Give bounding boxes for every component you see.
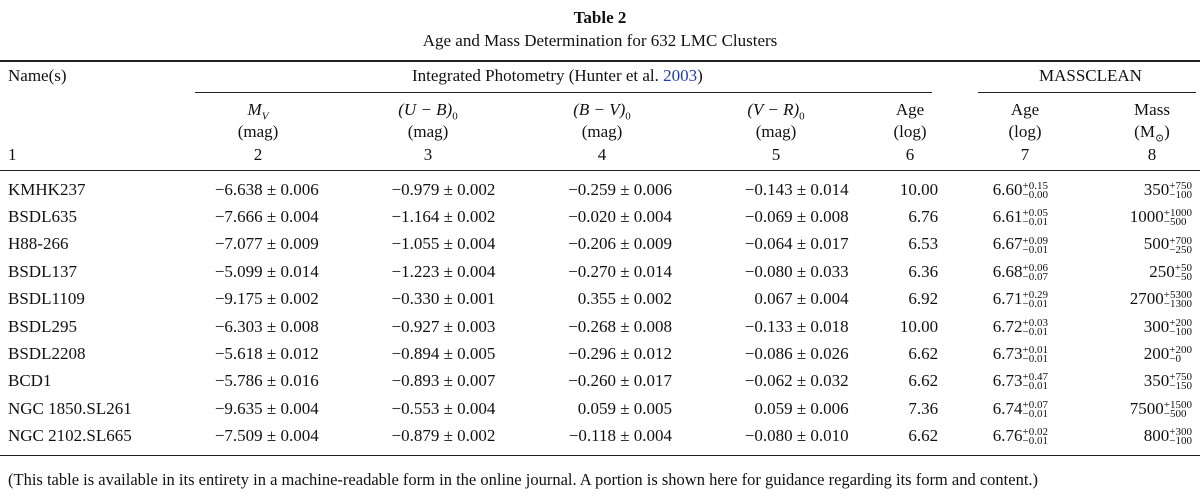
mc-age-value: 6.71: [992, 289, 1023, 309]
mass-errors: +200 −0: [1169, 344, 1192, 366]
mv-cell: −7.666 ± 0.004: [214, 207, 319, 227]
table-caption: Age and Mass Determination for 632 LMC Clusters: [422, 31, 778, 50]
age-cell: 10.00: [899, 179, 939, 199]
table-note: (This table is available in its entirety in a machine-readable form in the online journal. A portion is shown here for guidance regarding its form and content.): [8, 470, 1039, 489]
mass-cell: [1070, 286, 1200, 313]
col-mv-label: $M_V$: [247, 100, 269, 123]
col-ub-label: $(U - B)_0$: [398, 100, 458, 123]
mass-value: 350: [1143, 371, 1170, 391]
mc-age-value: 6.73: [992, 371, 1023, 391]
cluster-name-cell: BSDL137: [8, 261, 77, 281]
table-row: [0, 231, 1200, 258]
mass-cell: [1070, 231, 1200, 258]
mass-cell: [1070, 203, 1200, 230]
massclean-group-rule: [978, 92, 1196, 93]
photometry-group-rule: [195, 92, 932, 93]
ub-cell: −0.879 ± 0.002: [391, 426, 496, 446]
cluster-name-cell: BSDL1109: [8, 289, 85, 309]
vr-cell: −0.064 ± 0.017: [744, 234, 849, 254]
mass-errors: +1000 −500: [1163, 207, 1192, 229]
cluster-name-cell: BSDL2208: [8, 344, 86, 364]
age-cell: 6.53: [908, 234, 939, 254]
col-num-7: 7: [1020, 145, 1030, 164]
mc-age-errors: +0.01 −0.01: [1022, 344, 1048, 366]
mv-cell: −9.635 ± 0.004: [214, 398, 319, 418]
age-cell: 6.92: [908, 289, 939, 309]
age-cell: 6.62: [908, 426, 939, 446]
bv-cell: −0.296 ± 0.012: [568, 344, 673, 364]
vr-cell: 0.059 ± 0.006: [754, 398, 849, 418]
mv-cell: −5.618 ± 0.012: [214, 344, 319, 364]
ub-cell: −0.894 ± 0.005: [391, 344, 496, 364]
table-label: Table 2: [573, 8, 627, 27]
mass-value: 1000: [1129, 207, 1164, 227]
col-num-4: 4: [597, 145, 607, 164]
vr-cell: −0.086 ± 0.026: [744, 344, 849, 364]
mc-age-cell: [946, 258, 1070, 285]
header-bottom-rule: [0, 170, 1200, 171]
mass-value: 350: [1143, 179, 1170, 199]
mass-cell: [1070, 423, 1200, 450]
citation-link[interactable]: 2003: [663, 66, 698, 85]
mass-cell: [1070, 313, 1200, 340]
ub-cell: −0.927 ± 0.003: [391, 316, 496, 336]
mass-cell: [1070, 395, 1200, 422]
table-row: [0, 313, 1200, 340]
mv-cell: −6.638 ± 0.006: [214, 179, 319, 199]
col-mass-unit: $(M_⊙)$: [1134, 122, 1170, 145]
mc-age-cell: [946, 286, 1070, 313]
col-num-6: 6: [905, 145, 915, 164]
mc-age-errors: +0.03 −0.01: [1022, 316, 1048, 338]
ub-cell: −1.223 ± 0.004: [391, 261, 496, 281]
age-cell: 6.36: [908, 261, 939, 281]
mass-cell: [1070, 340, 1200, 367]
col-mc-age-label: Age: [1010, 100, 1040, 119]
mass-cell: [1070, 258, 1200, 285]
mass-errors: +750 −100: [1169, 179, 1192, 201]
mass-errors: +750 −150: [1169, 371, 1192, 393]
mass-errors: +700 −250: [1169, 234, 1192, 256]
cluster-name-cell: NGC 2102.SL665: [8, 426, 132, 446]
bv-cell: −0.259 ± 0.006: [568, 179, 673, 199]
age-cell: 10.00: [899, 316, 939, 336]
table-row: [0, 340, 1200, 367]
mc-age-cell: [946, 231, 1070, 258]
col-mc-age-unit: (log): [1008, 122, 1042, 141]
mv-cell: −5.099 ± 0.014: [214, 261, 319, 281]
mv-cell: −6.303 ± 0.008: [214, 316, 319, 336]
mass-cell: [1070, 368, 1200, 395]
vr-cell: 0.067 ± 0.004: [754, 289, 849, 309]
table-row: [0, 286, 1200, 313]
mc-age-errors: +0.29 −0.01: [1022, 289, 1048, 311]
table-body: [0, 176, 1200, 450]
ub-cell: −0.330 ± 0.001: [391, 289, 496, 309]
cluster-name-cell: BSDL635: [8, 207, 77, 227]
col-num-2: 2: [253, 145, 263, 164]
group-photometry-header: [412, 66, 703, 86]
mc-age-value: 6.76: [992, 426, 1023, 446]
col-ub-unit: (mag): [407, 122, 449, 141]
bv-cell: 0.355 ± 0.002: [577, 289, 673, 309]
mass-errors: +1500 −500: [1163, 398, 1192, 420]
bv-cell: −0.206 ± 0.009: [568, 234, 673, 254]
mc-age-value: 6.72: [992, 316, 1023, 336]
col-age-unit: (log): [893, 122, 927, 141]
table-row: [0, 368, 1200, 395]
bv-cell: −0.260 ± 0.017: [568, 371, 673, 391]
table-row: [0, 203, 1200, 230]
mass-errors: +5300 −1300: [1163, 289, 1192, 311]
mv-cell: −7.077 ± 0.009: [214, 234, 319, 254]
mc-age-value: 6.68: [992, 261, 1023, 281]
vr-cell: −0.069 ± 0.008: [744, 207, 849, 227]
col-bv-label: $(B - V)_0$: [573, 100, 631, 123]
bv-cell: −0.020 ± 0.004: [568, 207, 673, 227]
bv-cell: −0.270 ± 0.014: [568, 261, 673, 281]
mc-age-value: 6.61: [992, 207, 1023, 227]
col-mass-label: Mass: [1134, 100, 1170, 119]
mass-value: 250: [1149, 261, 1175, 281]
col-bv-unit: (mag): [581, 122, 623, 141]
mc-age-cell: [946, 368, 1070, 395]
col-num-8: 8: [1147, 145, 1157, 164]
mv-cell: −7.509 ± 0.004: [214, 426, 319, 446]
table-row: [0, 258, 1200, 285]
vr-cell: −0.143 ± 0.014: [744, 179, 849, 199]
col-num-5: 5: [771, 145, 781, 164]
age-cell: 7.36: [908, 398, 939, 418]
mass-value: 7500: [1129, 398, 1164, 418]
col-vr-unit: (mag): [755, 122, 797, 141]
col-num-1: 1: [8, 145, 17, 164]
mc-age-errors: +0.15 −0.00: [1022, 179, 1048, 201]
mass-value: 200: [1143, 343, 1170, 363]
col-vr-label: $(V - R)_0$: [747, 100, 805, 123]
mass-value: 500: [1143, 234, 1170, 254]
mc-age-cell: [946, 423, 1070, 450]
mc-age-errors: +0.09 −0.01: [1022, 234, 1048, 256]
mc-age-value: 6.60: [992, 179, 1023, 199]
mc-age-cell: [946, 395, 1070, 422]
top-rule: [0, 60, 1200, 62]
vr-cell: −0.133 ± 0.018: [744, 316, 849, 336]
group-massclean-header: MASSCLEAN: [1039, 66, 1142, 85]
data-table: [0, 176, 1200, 450]
mv-cell: −9.175 ± 0.002: [214, 289, 319, 309]
age-cell: 6.62: [908, 344, 939, 364]
mc-age-errors: +0.06 −0.07: [1022, 261, 1048, 283]
ub-cell: −0.893 ± 0.007: [391, 371, 496, 391]
age-cell: 6.76: [908, 207, 939, 227]
ub-cell: −0.979 ± 0.002: [391, 179, 496, 199]
vr-cell: −0.062 ± 0.032: [744, 371, 849, 391]
col-name-header: Name(s): [8, 66, 67, 85]
mc-age-errors: +0.47 −0.01: [1022, 371, 1048, 393]
mass-value: 300: [1143, 316, 1170, 336]
mass-errors: +300 −100: [1169, 426, 1192, 448]
group-photometry-suffix: ): [697, 66, 703, 85]
bv-cell: −0.268 ± 0.008: [568, 316, 673, 336]
age-cell: 6.62: [908, 371, 939, 391]
ub-cell: −1.055 ± 0.004: [391, 234, 496, 254]
mc-age-errors: +0.05 −0.01: [1022, 207, 1048, 229]
cluster-name-cell: BCD1: [8, 371, 52, 391]
mass-errors: +50 −50: [1174, 261, 1192, 283]
table-row: [0, 176, 1200, 203]
col-num-3: 3: [423, 145, 433, 164]
mc-age-errors: +0.07 −0.01: [1022, 398, 1048, 420]
mc-age-errors: +0.02 −0.01: [1022, 426, 1048, 448]
mc-age-value: 6.74: [992, 398, 1023, 418]
bv-cell: −0.118 ± 0.004: [568, 426, 673, 446]
col-mv-unit: (mag): [237, 122, 279, 141]
cluster-name-cell: NGC 1850.SL261: [8, 398, 132, 418]
col-age-label: Age: [895, 100, 925, 119]
group-photometry-prefix: Integrated Photometry (Hunter et al.: [412, 66, 664, 85]
cluster-name-cell: H88-266: [8, 234, 69, 254]
mass-value: 2700: [1129, 289, 1164, 309]
bottom-rule: [0, 455, 1200, 456]
cluster-name-cell: BSDL295: [8, 316, 77, 336]
vr-cell: −0.080 ± 0.010: [744, 426, 849, 446]
mc-age-cell: [946, 203, 1070, 230]
table-row: [0, 395, 1200, 422]
mass-value: 800: [1143, 426, 1170, 446]
mass-errors: +200 −100: [1169, 316, 1192, 338]
vr-cell: −0.080 ± 0.033: [744, 261, 849, 281]
mc-age-cell: [946, 313, 1070, 340]
bv-cell: 0.059 ± 0.005: [577, 398, 673, 418]
mass-cell: [1070, 176, 1200, 203]
table-row: [0, 423, 1200, 450]
ub-cell: −1.164 ± 0.002: [391, 207, 496, 227]
mc-age-value: 6.73: [992, 343, 1023, 363]
mc-age-cell: [946, 340, 1070, 367]
mv-cell: −5.786 ± 0.016: [214, 371, 319, 391]
mc-age-cell: [946, 176, 1070, 203]
cluster-name-cell: KMHK237: [8, 179, 86, 199]
mc-age-value: 6.67: [992, 234, 1023, 254]
ub-cell: −0.553 ± 0.004: [391, 398, 496, 418]
